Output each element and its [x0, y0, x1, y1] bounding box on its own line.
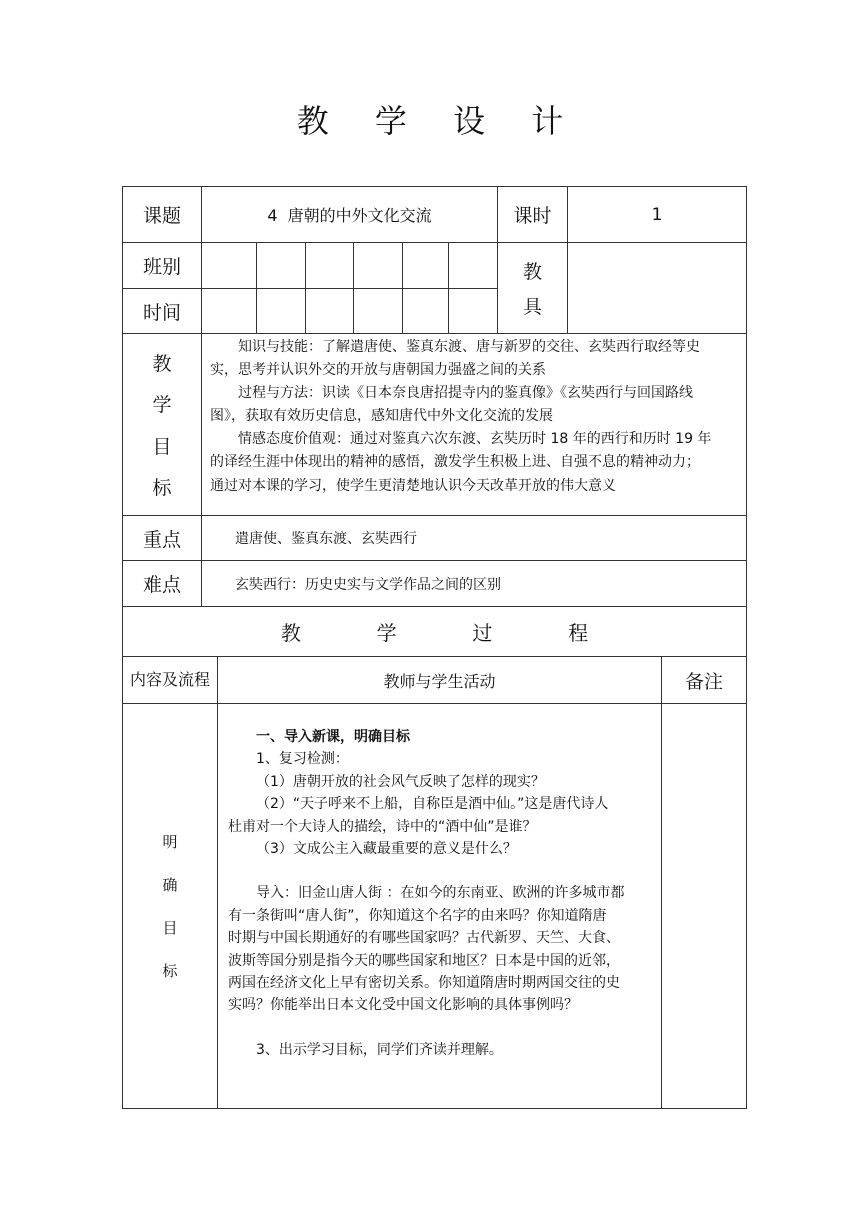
class-cell	[353, 242, 403, 289]
col-header-activities	[217, 656, 662, 704]
topic-value-cell	[201, 186, 498, 243]
process-heading-row	[122, 606, 747, 657]
goals-label-char: 标	[152, 476, 172, 499]
notes-cell	[661, 703, 747, 1109]
intro-line: 两国在经济文化上早有密切关系。你知道隋唐时期两国交往的史	[228, 974, 620, 991]
activities-content-cell	[217, 703, 662, 1109]
key-point-value-cell	[201, 515, 747, 561]
process-heading-char: 程	[568, 621, 589, 645]
step3-line: 3、出示学习目标，同学们齐读并理解。	[256, 1041, 503, 1058]
period-label: 课时	[513, 205, 552, 227]
class-cell	[305, 242, 354, 289]
review-line: 1、复习检测：	[256, 751, 349, 768]
section-label-char: 目	[162, 919, 178, 937]
goals-line: 过程与方法：识读《日本奈良唐招提寺内的鉴真像》《玄奘西行与回国路线	[238, 385, 693, 402]
topic-label-cell	[122, 186, 202, 243]
section-label-char: 标	[162, 962, 178, 980]
topic-label: 课题	[142, 205, 181, 227]
tools-label-cell	[497, 242, 568, 334]
goals-content-cell	[201, 333, 747, 516]
section-heading: 一、导入新课，明确目标	[256, 729, 410, 745]
time-label-cell	[122, 288, 202, 334]
process-heading-char: 学	[376, 621, 397, 645]
time-cell	[256, 288, 306, 334]
intro-line: 时期与中国长期通好的有哪些国家吗？古代新罗、天竺、大食、	[228, 930, 620, 947]
question-line: （3）文成公主入藏最重要的意义是什么？	[256, 840, 517, 857]
col-header-notes-label: 备注	[684, 670, 723, 693]
question-line: （2）“天子呼来不上船，自称臣是酒中仙。”这是唐代诗人	[256, 796, 609, 813]
goals-label-cell	[122, 333, 202, 516]
time-cell	[353, 288, 403, 334]
class-cell	[256, 242, 306, 289]
goals-line: 知识与技能：了解遣唐使、鉴真东渡、唐与新罗的交往、玄奘西行取经等史	[238, 339, 700, 355]
key-point-value: 遣唐使、鉴真东渡、玄奘西行	[235, 531, 417, 547]
goals-label-char: 目	[152, 435, 172, 458]
period-value: 1	[651, 204, 663, 225]
process-heading-char: 过	[472, 621, 493, 645]
time-cell	[402, 288, 449, 334]
intro-line: 波斯等国分别是指今天的哪些国家和地区？日本是中国的近邻，	[228, 952, 620, 969]
col-header-activities-label: 教师与学生活动	[383, 671, 496, 691]
goals-line: 的译经生涯中体现出的精神的感悟，激发学生积极上进、自强不息的精神动力；	[210, 454, 700, 471]
key-point-label: 重点	[142, 528, 181, 551]
col-header-content-flow-label: 内容及流程	[129, 669, 210, 689]
time-cell	[448, 288, 498, 334]
question-line: 杜甫对一个大诗人的描绘，诗中的“酒中仙”是谁？	[228, 818, 537, 835]
goals-label-char: 教	[152, 353, 172, 376]
class-cell	[201, 242, 257, 289]
period-value-cell	[567, 186, 747, 243]
topic-value: 4 唐朝的中外文化交流	[267, 206, 432, 225]
page-title: 教 学 设 计	[296, 102, 582, 140]
difficulty-value: 玄奘西行：历史史实与文学作品之间的区别	[235, 576, 501, 593]
class-label: 班别	[142, 256, 181, 278]
question-line: （1）唐朝开放的社会风气反映了怎样的现实？	[256, 773, 545, 790]
tools-label-char: 具	[522, 296, 542, 318]
tools-value-cell	[567, 242, 747, 334]
class-cell	[448, 242, 498, 289]
goals-line: 实，思考并认识外交的开放与唐朝国力强盛之间的关系	[210, 362, 546, 379]
col-header-content-flow	[122, 656, 218, 704]
key-point-label-cell	[122, 515, 202, 561]
class-label-cell	[122, 242, 202, 289]
difficulty-label: 难点	[142, 574, 181, 596]
intro-line: 导入：旧金山唐人街 ：在如今的东南亚、欧洲的许多城市都	[256, 885, 625, 902]
goals-line: 图》，获取有效历史信息，感知唐代中外文化交流的发展	[210, 408, 553, 425]
time-cell	[201, 288, 257, 334]
period-label-cell	[497, 186, 568, 243]
section-label-char: 明	[162, 833, 178, 851]
time-label: 时间	[142, 301, 181, 324]
goals-label-char: 学	[152, 394, 172, 417]
intro-line: 实吗？你能举出日本文化受中国文化影响的具体事例吗？	[228, 997, 578, 1014]
section-label-cell	[122, 703, 218, 1109]
difficulty-value-cell	[201, 560, 747, 607]
process-heading-char: 教	[280, 621, 301, 645]
goals-line: 情感态度价值观：通过对鉴真六次东渡、玄奘历时 18 年的西行和历时 19 年	[238, 431, 712, 448]
col-header-notes	[661, 656, 747, 704]
time-cell	[305, 288, 354, 334]
class-cell	[402, 242, 449, 289]
intro-line: 有一条街叫“唐人街”，你知道这个名字的由来吗？你知道隋唐	[228, 907, 607, 924]
tools-label-char: 教	[522, 261, 542, 283]
goals-line: 通过对本课的学习，使学生更清楚地认识今天改革开放的伟大意义	[210, 477, 616, 494]
section-label-char: 确	[162, 876, 178, 894]
difficulty-label-cell	[122, 560, 202, 607]
